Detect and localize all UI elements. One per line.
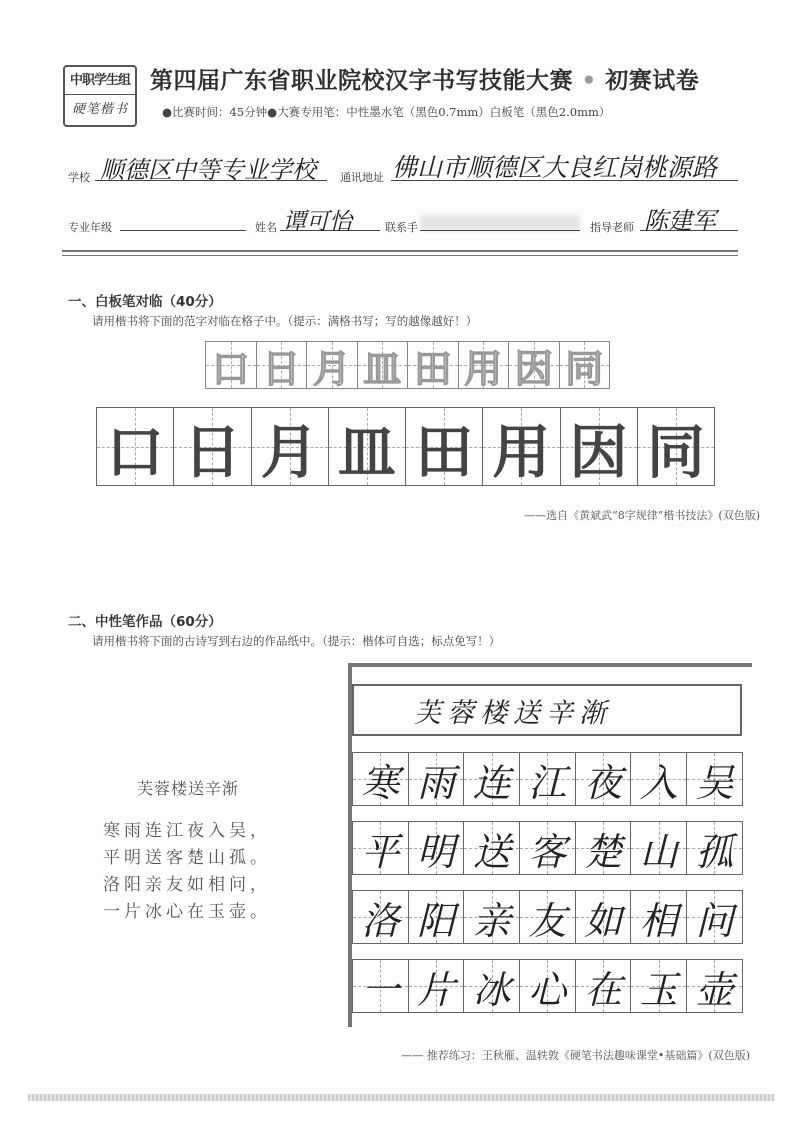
work-cell[interactable] (353, 891, 409, 943)
model-char: 口 (211, 346, 250, 391)
work-char: 洛 (361, 898, 400, 943)
practice-char-cell[interactable] (638, 408, 715, 485)
model-char-grid (205, 341, 610, 389)
section2-instruction: 请用楷书将下面的古诗写到右边的作品纸中。（提示：楷体可自选；标点免写！） (92, 634, 501, 648)
poem-line: 一片冰心在玉壶。 (103, 902, 271, 922)
practice-char-cell[interactable] (406, 408, 483, 485)
work-title-box[interactable] (352, 684, 742, 736)
work-cell[interactable] (687, 753, 743, 805)
work-cell[interactable] (576, 960, 632, 1012)
teacher-value[interactable]: 陈建军 (644, 207, 716, 235)
work-cell[interactable] (576, 891, 632, 943)
work-char: 明 (417, 829, 456, 874)
practice-char: 日 (183, 417, 242, 486)
name-value[interactable]: 谭可怡 (283, 209, 352, 235)
practice-char: 皿 (337, 417, 396, 486)
work-char: 寒 (361, 760, 400, 805)
model-char: 皿 (363, 346, 402, 391)
work-row[interactable] (352, 752, 743, 806)
model-char: 因 (514, 346, 553, 391)
practice-char-cell[interactable] (97, 408, 174, 485)
poem-line: 平明送客楚山孤。 (103, 848, 271, 868)
work-cell[interactable] (631, 753, 687, 805)
model-char-cell (560, 342, 611, 391)
work-cell[interactable] (520, 822, 576, 874)
work-char: 亲 (472, 898, 511, 943)
title-main: 第四届广东省职业院校汉字书写技能大赛 (150, 68, 573, 94)
work-char: 一 (361, 967, 400, 1012)
work-char: 客 (528, 829, 567, 874)
work-char: 送 (472, 829, 511, 874)
model-char-cell (358, 342, 409, 391)
practice-char: 同 (646, 417, 705, 486)
model-char-cell (408, 342, 459, 391)
work-char: 阳 (417, 898, 456, 943)
work-char: 夜 (584, 760, 623, 805)
work-char: 连 (472, 760, 511, 805)
name-label: 姓名 (255, 221, 277, 234)
work-row[interactable] (352, 890, 743, 944)
work-cell[interactable] (409, 822, 465, 874)
teacher-label: 指导老师 (590, 221, 634, 234)
phone-label: 联系手 (385, 221, 418, 234)
work-cell[interactable] (464, 753, 520, 805)
practice-char: 因 (569, 417, 628, 486)
work-row[interactable] (352, 959, 743, 1013)
header-divider (62, 250, 738, 256)
practice-char: 月 (260, 417, 319, 486)
work-cell[interactable] (576, 822, 632, 874)
title-tail: 初赛试卷 (605, 68, 700, 94)
school-label: 学校 (68, 171, 90, 184)
section1-heading: 一、白板笔对临（40分） (68, 294, 222, 310)
practice-char: 口 (106, 417, 165, 486)
poem-text (103, 818, 271, 926)
work-title: 芙蓉楼送辛渐 (414, 697, 612, 729)
work-char: 平 (361, 829, 400, 874)
work-cell[interactable] (464, 891, 520, 943)
work-cell[interactable] (409, 753, 465, 805)
practice-char: 用 (492, 417, 551, 486)
work-cell[interactable] (687, 822, 743, 874)
major-line[interactable] (120, 230, 246, 231)
work-char: 孤 (695, 829, 734, 874)
division-badge (63, 65, 137, 127)
work-char: 相 (639, 898, 678, 943)
work-cell[interactable] (576, 753, 632, 805)
work-char: 江 (528, 760, 567, 805)
work-cell[interactable] (520, 960, 576, 1012)
work-char: 壶 (695, 967, 734, 1012)
model-char-cell (206, 342, 257, 391)
poem-line: 洛阳亲友如相问， (103, 875, 271, 895)
practice-char-cell[interactable] (483, 408, 560, 485)
work-char: 友 (528, 898, 567, 943)
badge-group-label: 中职学生组 (65, 67, 135, 95)
address-value[interactable]: 佛山市顺德区大良红岗桃源路 (392, 153, 718, 182)
work-cell[interactable] (464, 960, 520, 1012)
model-char-cell (307, 342, 358, 391)
practice-char-grid[interactable] (96, 407, 715, 486)
school-value[interactable]: 顺德区中等专业学校 (100, 156, 316, 184)
practice-char-cell[interactable] (174, 408, 251, 485)
exam-info: ●比赛时间：45分钟●大赛专用笔：中性墨水笔（黑色0.7mm）白板笔（黑色2.0mm） (162, 105, 611, 119)
bottom-border (28, 1094, 774, 1101)
section2-credit: —— 推荐练习：王秋雁、温轶敦《硬笔书法趣味课堂•基础篇》(双色版) (401, 1049, 750, 1062)
model-char: 田 (413, 346, 452, 391)
model-char: 月 (312, 346, 351, 391)
work-char: 雨 (417, 760, 456, 805)
section1-credit: ——选自《黄斌武“8字规律”楷书技法》(双色版) (524, 509, 760, 522)
work-cell[interactable] (353, 960, 409, 1012)
work-char: 心 (528, 967, 567, 1012)
work-cell[interactable] (631, 960, 687, 1012)
model-char: 用 (464, 346, 503, 391)
work-cell[interactable] (353, 753, 409, 805)
work-cell[interactable] (520, 753, 576, 805)
practice-char-cell[interactable] (329, 408, 406, 485)
work-char: 片 (417, 967, 456, 1012)
work-char: 入 (639, 760, 678, 805)
work-char: 冰 (472, 967, 511, 1012)
work-cell[interactable] (520, 891, 576, 943)
work-char: 如 (584, 898, 623, 943)
badge-category-label: 硬笔楷书 (71, 102, 128, 117)
work-char: 问 (695, 898, 734, 943)
work-cell[interactable] (409, 891, 465, 943)
model-char: 日 (262, 346, 301, 391)
major-label: 专业年级 (68, 221, 112, 234)
phone-redacted (420, 215, 580, 231)
model-char-cell (257, 342, 308, 391)
work-char: 山 (639, 829, 678, 874)
work-cell[interactable] (631, 891, 687, 943)
poem-title: 芙蓉楼送辛渐 (137, 779, 240, 798)
practice-char-cell[interactable] (561, 408, 638, 485)
work-row[interactable] (352, 821, 743, 875)
work-char: 吴 (695, 760, 734, 805)
model-char-cell (509, 342, 560, 391)
work-cell[interactable] (687, 891, 743, 943)
work-cell[interactable] (687, 960, 743, 1012)
section2-heading: 二、中性笔作品（60分） (68, 614, 222, 630)
work-char: 玉 (639, 967, 678, 1012)
work-cell[interactable] (353, 822, 409, 874)
work-char: 在 (584, 967, 623, 1012)
title-dot: • (581, 68, 597, 94)
address-label: 通讯地址 (340, 171, 384, 184)
work-cell[interactable] (464, 822, 520, 874)
work-cell[interactable] (631, 822, 687, 874)
work-cell[interactable] (409, 960, 465, 1012)
practice-char-cell[interactable] (252, 408, 329, 485)
work-char: 楚 (584, 829, 623, 874)
phone-line (420, 230, 580, 231)
page-title (150, 62, 699, 95)
model-char-cell (459, 342, 510, 391)
poem-line: 寒雨连江夜入吴， (103, 821, 271, 841)
practice-char: 田 (415, 417, 474, 486)
model-char: 同 (565, 346, 604, 391)
section1-instruction: 请用楷书将下面的范字对临在格子中。（提示：满格书写；写的越像越好！） (92, 314, 478, 328)
